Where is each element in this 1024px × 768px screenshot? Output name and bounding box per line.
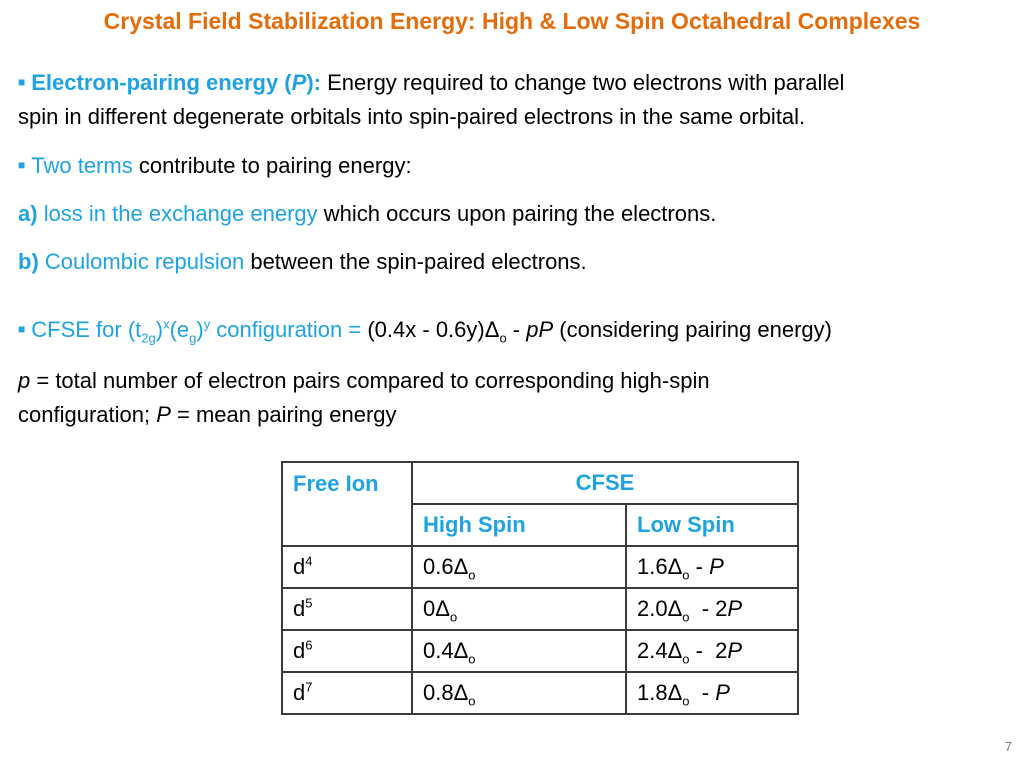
definition-p-line1: p = total number of electron pairs compared to corresponding high-spin bbox=[18, 368, 710, 393]
table-row bbox=[282, 672, 798, 714]
slide-title: Crystal Field Stabilization Energy: High & Low Spin Octahedral Complexes bbox=[103, 8, 921, 34]
exchange-energy-term: loss in the exchange energy bbox=[43, 201, 318, 226]
high-spin-cell: $0.4\Delta_o$ bbox=[412, 630, 626, 672]
high-spin-cell: $0\Delta_o$ bbox=[412, 588, 626, 630]
low-spin-header: Low Spin bbox=[626, 504, 798, 546]
pairing-energy-term: Electron-pairing energy (P): bbox=[31, 70, 321, 95]
pairing-energy-text-line2: spin in different degenerate orbitals into spin-paired electrons in the same orbital. bbox=[18, 104, 806, 129]
bullet-square-icon: ■ bbox=[18, 75, 26, 89]
bullet-two-terms: ■ Two terms contribute to pairing energy: bbox=[18, 153, 412, 178]
bullet-square-icon: ■ bbox=[18, 322, 26, 336]
ion-cell: $d^7$ bbox=[282, 672, 412, 714]
high-spin-cell: $0.6\Delta_o$ bbox=[412, 546, 626, 588]
item-b: b) Coulombic repulsion between the spin-paired electrons. bbox=[18, 249, 587, 274]
coulombic-repulsion-term: Coulombic repulsion bbox=[44, 249, 245, 274]
cfse-header: CFSE bbox=[412, 462, 798, 504]
definition-p-line2: configuration; P = mean pairing energy bbox=[18, 402, 397, 427]
high-spin-header: High Spin bbox=[412, 504, 626, 546]
item-a: a) loss in the exchange energy which occurs upon pairing the electrons. bbox=[18, 201, 717, 226]
cfse-config-term: CFSE for $(t_{2g})^x(e_g)^y$ configuration = bbox=[31, 316, 368, 346]
bullet-cfse-formula bbox=[18, 316, 832, 346]
free-ion-header: Free Ion bbox=[282, 462, 412, 546]
table-row bbox=[282, 630, 798, 672]
high-spin-cell: $0.8\Delta_o$ bbox=[412, 672, 626, 714]
low-spin-cell: $1.8\Delta_o$ - P bbox=[626, 672, 798, 714]
table-row bbox=[282, 588, 798, 630]
ion-cell: $d^5$ bbox=[282, 588, 412, 630]
table-row bbox=[282, 546, 798, 588]
page-number: 7 bbox=[1004, 739, 1012, 754]
bullet-square-icon: ■ bbox=[18, 158, 26, 172]
bullet-pairing-energy bbox=[18, 70, 844, 96]
low-spin-cell: $1.6\Delta_o$ - P bbox=[626, 546, 798, 588]
two-terms-term: Two terms bbox=[31, 153, 133, 178]
cfse-formula: $(0.4x - 0.6y)\Delta_o$ - pP (considering pairing energy) bbox=[367, 317, 832, 346]
cfse-table bbox=[281, 461, 799, 715]
low-spin-cell: $2.4\Delta_o - 2P$ bbox=[626, 630, 798, 672]
table-header-row bbox=[282, 462, 798, 504]
low-spin-cell: $2.0\Delta_o - 2P$ bbox=[626, 588, 798, 630]
pairing-energy-text: Energy required to change two electrons with parallel bbox=[320, 70, 845, 95]
ion-cell: $d^6$ bbox=[282, 630, 412, 672]
ion-cell: $d^4$ bbox=[282, 546, 412, 588]
